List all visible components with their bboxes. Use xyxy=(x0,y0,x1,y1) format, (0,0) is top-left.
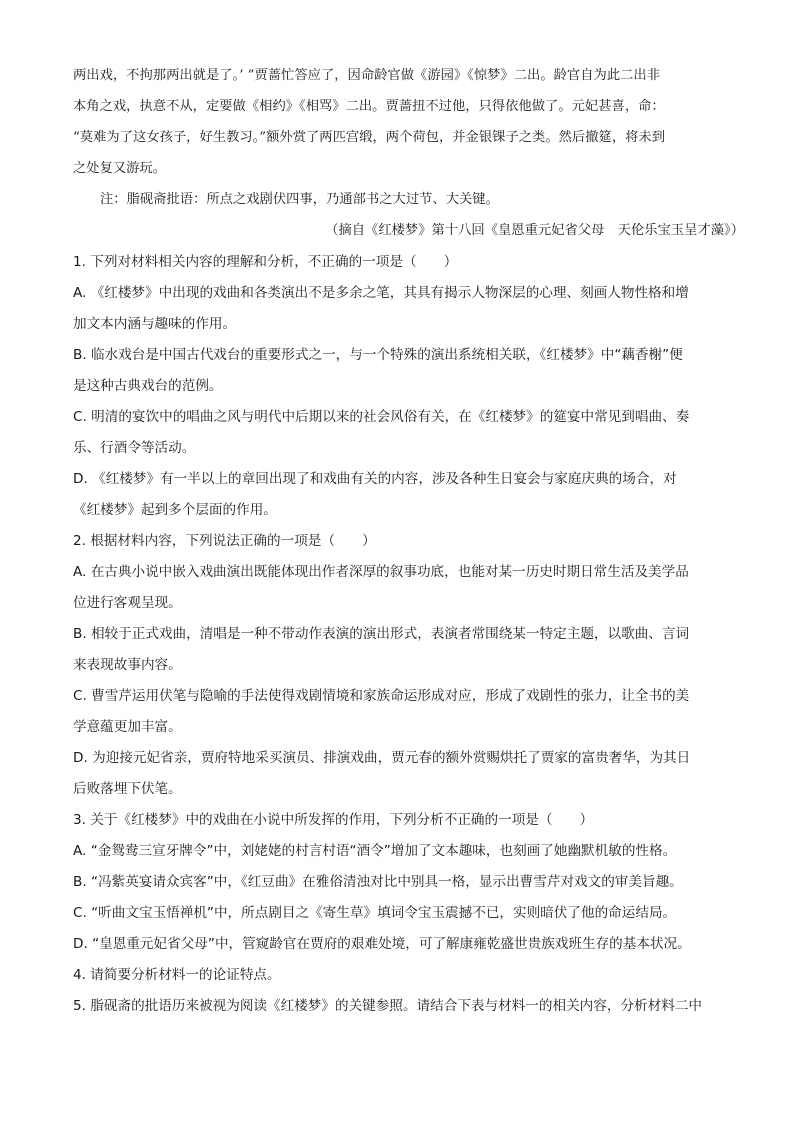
q1-stem: 1. 下列对材料相关内容的理解和分析，不正确的一项是（ ） xyxy=(73,254,458,270)
q3-option-a: A. “金鸳鸯三宣牙牌令”中，刘姥姥的村言村语“酒令”增加了文本趣味，也刻画了她幽默机敏的性格。 xyxy=(73,843,677,859)
material-line-1: 两出戏，不拘那两出就是了。’ ”贾蔷忙答应了，因命龄官做《游园》《惊梦》二出。龄官自为此二出非 xyxy=(73,68,661,83)
q2-option-c-line-2: 学意蕴更加丰富。 xyxy=(73,719,182,735)
q1-option-d-line-1: D. 《红楼梦》有一半以上的章回出现了和戏曲有关的内容，涉及各种生日宴会与家庭庆典的场合，对 xyxy=(73,471,677,487)
q2-option-a-line-2: 位进行客观呈现。 xyxy=(73,595,182,611)
q3-option-b: B. “冯紫英宴请众宾客”中，《红豆曲》在雅俗清浊对比中别具一格，显示出曹雪芹对戏文的审美旨趣。 xyxy=(73,874,683,890)
q5-stem: 5. 脂砚斋的批语历来被视为阅读《红楼梦》的关键参照。请结合下表与材料一的相关内容，分析材料二中 xyxy=(73,998,703,1014)
q2-option-d-line-1: D. 为迎接元妃省亲，贾府特地采买演员、排演戏曲，贾元春的额外赏赐烘托了贾家的富贵奢华，为其日 xyxy=(73,750,691,766)
q1-option-a-line-1: A. 《红楼梦》中出现的戏曲和各类演出不是多余之笔，其具有揭示人物深层的心理、刻画人物性格和增 xyxy=(73,285,689,301)
material-line-3: “莫难为了这女孩子，好生教习。”额外赏了两匹宫缎，两个荷包，并金银锞子之类。然后撤筵，将未到 xyxy=(73,130,666,145)
q1-option-b-line-1: B. 临水戏台是中国古代戏台的重要形式之一，与一个特殊的演出系统相关联，《红楼梦》中“藕香榭”便 xyxy=(73,347,683,363)
q1-option-d-line-2: 《红楼梦》起到多个层面的作用。 xyxy=(73,502,277,518)
q1-option-a-line-2: 加文本内涵与趣味的作用。 xyxy=(73,316,237,332)
q3-option-c: C. “听曲文宝玉悟禅机”中，所点剧目之《寄生草》填词令宝玉震撼不已，实则暗伏了他的命运结局。 xyxy=(73,905,677,921)
q2-option-c-line-1: C. 曹雪芹运用伏笔与隐喻的手法使得戏剧情境和家族命运形成对应，形成了戏剧性的张力，让全书的美 xyxy=(73,688,690,704)
q2-option-d-line-2: 后败落埋下伏笔。 xyxy=(73,781,182,797)
material-line-4: 之处复又游玩。 xyxy=(73,161,167,176)
material-line-2: 本角之戏，执意不从，定要做《相约》《相骂》二出。贾蔷扭不过他，只得依他做了。元妃甚喜，命： xyxy=(73,99,665,114)
q1-option-b-line-2: 是这种古典戏台的范例。 xyxy=(73,378,223,394)
q2-option-a-line-1: A. 在古典小说中嵌入戏曲演出既能体现出作者深厚的叙事功底，也能对某一历史时期日常生活及美学品 xyxy=(73,564,689,580)
q1-option-c-line-2: 乐、行酒令等活动。 xyxy=(73,440,196,456)
q3-stem: 3. 关于《红楼梦》中的戏曲在小说中所发挥的作用，下列分析不正确的一项是（ ） xyxy=(73,812,594,828)
q4-stem: 4. 请简要分析材料一的论证特点。 xyxy=(73,967,281,983)
q3-option-d: D. “皇恩重元妃省父母”中，管窥龄官在贾府的艰难处境，可了解康雍乾盛世贵族戏班生存的基本状况。 xyxy=(73,936,691,952)
source-citation: （摘自《红楼梦》第十八回《皇恩重元妃省父母 天伦乐宝玉呈才藻》） xyxy=(325,223,744,238)
q2-stem: 2. 根据材料内容，下列说法正确的一项是（ ） xyxy=(73,533,376,549)
q2-option-b-line-1: B. 相较于正式戏曲，清唱是一种不带动作表演的演出形式，表演者常围绕某一特定主题，以歌曲、言词 xyxy=(73,626,690,642)
commentary-note: 注：脂砚斋批语：所点之戏剧伏四事，乃通部书之大过节、大关键。 xyxy=(100,192,499,207)
q1-option-c-line-1: C. 明清的宴饮中的唱曲之风与明代中后期以来的社会风俗有关，在《红楼梦》的筵宴中常见到唱曲、奏 xyxy=(73,409,690,425)
q2-option-b-line-2: 来表现故事内容。 xyxy=(73,657,182,673)
